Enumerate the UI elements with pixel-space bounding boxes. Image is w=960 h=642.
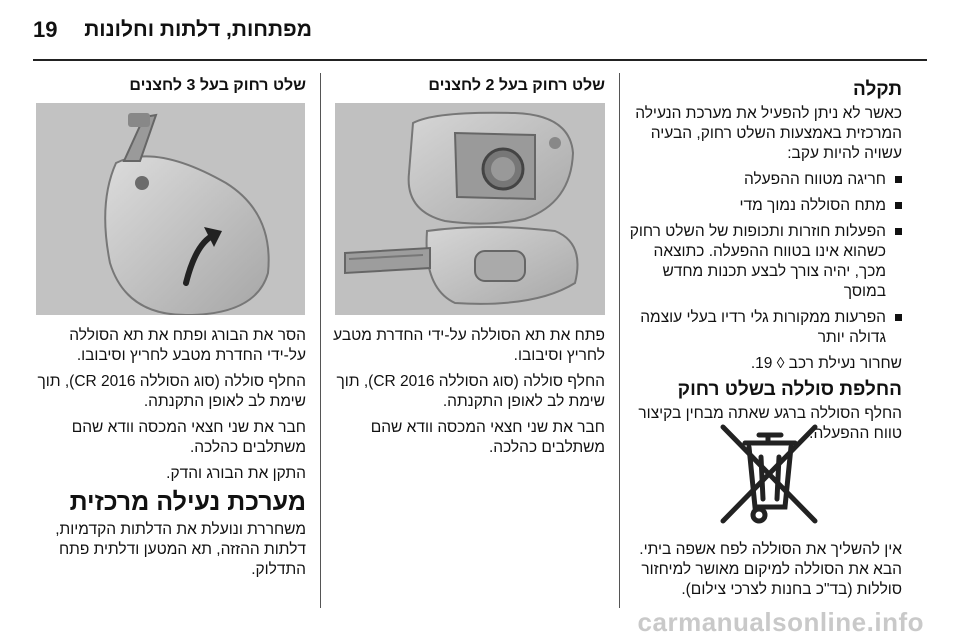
three-button-text (36, 326, 306, 586)
column-right (627, 76, 902, 450)
three-button-step-1: הסר את הבורג ופתח את תא הסוללה על-ידי החדרת מטבע לחריץ וסיבובו. (69, 327, 306, 364)
column-divider-left (320, 73, 321, 608)
crossed-bin-icon (713, 421, 825, 529)
two-button-step-2: החלף סוללה (סוג הסוללה CR 2016), תוך שימת לב לאופן התקנתה. (336, 373, 605, 410)
header-rule (33, 59, 927, 61)
unlock-reference: שחרור נעילת רכב ◊ 19. (750, 355, 902, 372)
three-button-heading: שלט רחוק בעל 3 לחצנים (129, 77, 306, 94)
fault-item: מתח הסוללה נמוך מדי (627, 196, 902, 216)
central-locking-text: משחררת ונועלת את הדלתות הקדמיות, דלתות ההזזה, תא המטען ודלתית פתח התדלוק. (55, 521, 306, 578)
fault-item: הפרעות ממקורות גלי רדיו בעלי עוצמה גדולה יותר (627, 308, 902, 348)
fault-item: הפעלות חוזרות ותכופות של השלט רחוק כשהוא אינו בטווח ההפעלה. כתוצאה מכך, יהיה צורך לבצע תכנות מחדש במוסך (627, 222, 902, 302)
column-left (36, 76, 306, 104)
two-button-heading: שלט רחוק בעל 2 לחצנים (428, 77, 605, 94)
disposal-text: אין להשליך את הסוללה לפח אשפה ביתי. הבא את הסוללה למיקום מאושר למיחזור סוללות (בד"כ בחנות לצרכי צילום). (639, 541, 902, 598)
column-middle (333, 76, 605, 104)
battery-replacement-heading: החלפת סוללה בשלט רחוק (677, 379, 902, 400)
three-button-key-image (36, 103, 305, 315)
two-button-key-image (335, 103, 605, 315)
fault-list (627, 170, 902, 348)
central-locking-heading: מערכת נעילה מרכזית (69, 488, 306, 516)
page-number: 19 (33, 17, 58, 42)
fault-intro: כאשר לא ניתן להפעיל את מערכת הנעילה המרכזית באמצעות השלט רחוק, הבעיה עשויה להיות עקב: (635, 105, 902, 162)
battery-replacement-text: החלף הסוללה ברגע שאתה מבחין בקיצור טווח ההפעלה. (638, 405, 902, 442)
page-title: מפתחות, דלתות וחלונות (84, 18, 312, 41)
fault-item: חריגה מטווח ההפעלה (627, 170, 902, 190)
column-divider-right (619, 73, 620, 608)
disposal-block (627, 540, 902, 606)
three-button-step-2: החלף סוללה (סוג הסוללה CR 2016), תוך שימת לב לאופן התקנתה. (37, 373, 306, 410)
two-button-step-1: פתח את תא הסוללה על-ידי החדרת מטבע לחריץ וסיבובו. (333, 327, 605, 364)
three-button-step-4: התקן את הבורג והדק. (166, 465, 306, 482)
three-button-step-3: חבר את שני חצאי המכסה וודא שהם משתלבים כהלכה. (71, 419, 306, 456)
two-button-text (333, 326, 605, 464)
two-button-step-3: חבר את שני חצאי המכסה וודא שהם משתלבים כהלכה. (370, 419, 605, 456)
watermark: carmanualsonline.info (637, 607, 924, 637)
fault-heading: תקלה (852, 79, 902, 100)
